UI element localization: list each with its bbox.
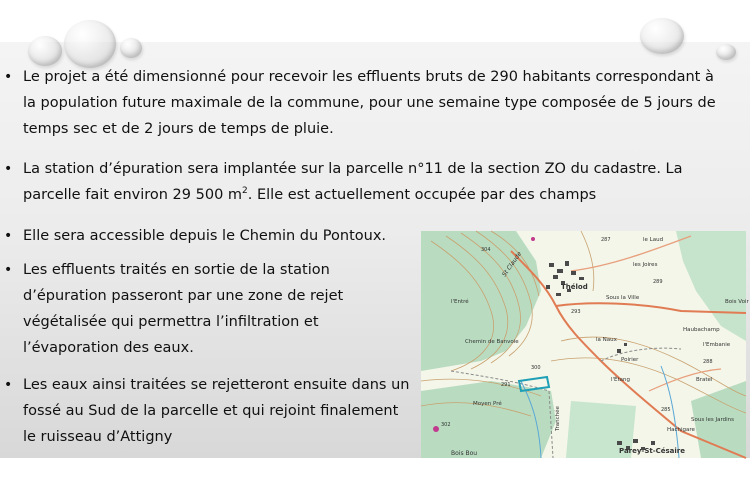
map-graphic <box>421 231 749 458</box>
bullet-text <box>23 372 409 450</box>
map-label: Bois Voir <box>725 299 749 305</box>
bullet-line: d’épuration passeront par une zone de rejet <box>23 288 344 304</box>
bullet-line: Le projet a été dimensionné pour recevoir les effluents bruts de 290 habitants correspondant à <box>23 69 714 85</box>
map-label: 304 <box>481 247 491 253</box>
map-label: St Claude <box>500 250 524 279</box>
map-label: Bois Bou <box>451 450 478 457</box>
map-label: Thélod <box>561 283 588 291</box>
bullet-text <box>23 223 386 249</box>
bullet-line-part: parcelle fait environ 29 500 m <box>23 187 243 203</box>
map-label: 289 <box>653 279 663 285</box>
bullet-line: Elle sera accessible depuis le Chemin du Pontoux. <box>23 228 387 244</box>
map-label: 288 <box>703 359 713 365</box>
map-label: l'Entré <box>451 299 469 305</box>
bullet-text <box>23 257 343 361</box>
bullet-line: le ruisseau d’Attigny <box>23 429 173 445</box>
map-label: Hachigare <box>667 427 695 433</box>
map-label: 287 <box>601 237 611 243</box>
superscript: 2 <box>242 186 248 196</box>
bullet-marker: • <box>4 69 13 85</box>
bullet-marker: • <box>4 262 13 278</box>
bullet-line <box>23 182 683 208</box>
map-label: les Joires <box>633 262 658 268</box>
bullet-text <box>23 156 683 208</box>
map-label: 291 <box>501 382 511 388</box>
bullet-line: l’évaporation des eaux. <box>23 340 194 356</box>
map-label: 302 <box>441 422 451 428</box>
water-drop-decoration <box>716 44 736 60</box>
water-drop-decoration <box>64 20 116 68</box>
bullet-text <box>23 64 716 142</box>
map-label: le Laud <box>643 237 664 243</box>
water-drop-decoration <box>120 38 142 58</box>
bullet-marker: • <box>4 377 13 393</box>
map-label: Sous la Ville <box>606 295 640 301</box>
map-label: 285 <box>661 407 671 413</box>
bullet-line: Les eaux ainsi traitées se rejetteront ensuite dans un <box>23 377 410 393</box>
bullet-marker: • <box>4 161 13 177</box>
map-label: Haubachamp <box>683 327 720 333</box>
map-label: Parey-St-Césaire <box>619 447 686 455</box>
map-label: l'Étang <box>611 377 631 383</box>
map-label: Chemin de Banvoie <box>465 339 519 345</box>
map-label: l'Embanie <box>703 342 731 348</box>
map-label: Moyen Pré <box>473 401 502 407</box>
bullet-line: Les effluents traités en sortie de la station <box>23 262 330 278</box>
map-label: Poirier <box>621 357 639 363</box>
bullet-marker: • <box>4 228 13 244</box>
water-drop-decoration <box>28 36 62 66</box>
map-marker-icon <box>531 237 535 241</box>
map-label: Tranchée <box>555 406 561 431</box>
bullet-line: la population future maximale de la commune, pour une semaine type composée de 5 jours de <box>23 95 716 111</box>
bullet-line: végétalisée qui permettra l’infiltration et <box>23 314 319 330</box>
bullet-line: La station d’épuration sera implantée sur la parcelle n°11 de la section ZO du cadastre. La <box>23 161 683 177</box>
map-label: Sous les Jardins <box>691 417 735 423</box>
map-label: 293 <box>571 309 581 315</box>
map-marker-icon <box>433 426 439 432</box>
bullet-line: fossé au Sud de la parcelle et qui rejoint finalement <box>23 403 399 419</box>
map-label: la Naux <box>596 337 617 343</box>
water-drop-decoration <box>640 18 684 54</box>
bullet-line: temps sec et de 2 jours de temps de pluie. <box>23 121 334 137</box>
map-label: 300 <box>531 365 541 371</box>
topographic-map <box>421 231 749 458</box>
bullet-line-part: . Elle est actuellement occupée par des champs <box>247 187 597 203</box>
map-label: Bratel <box>696 377 713 383</box>
